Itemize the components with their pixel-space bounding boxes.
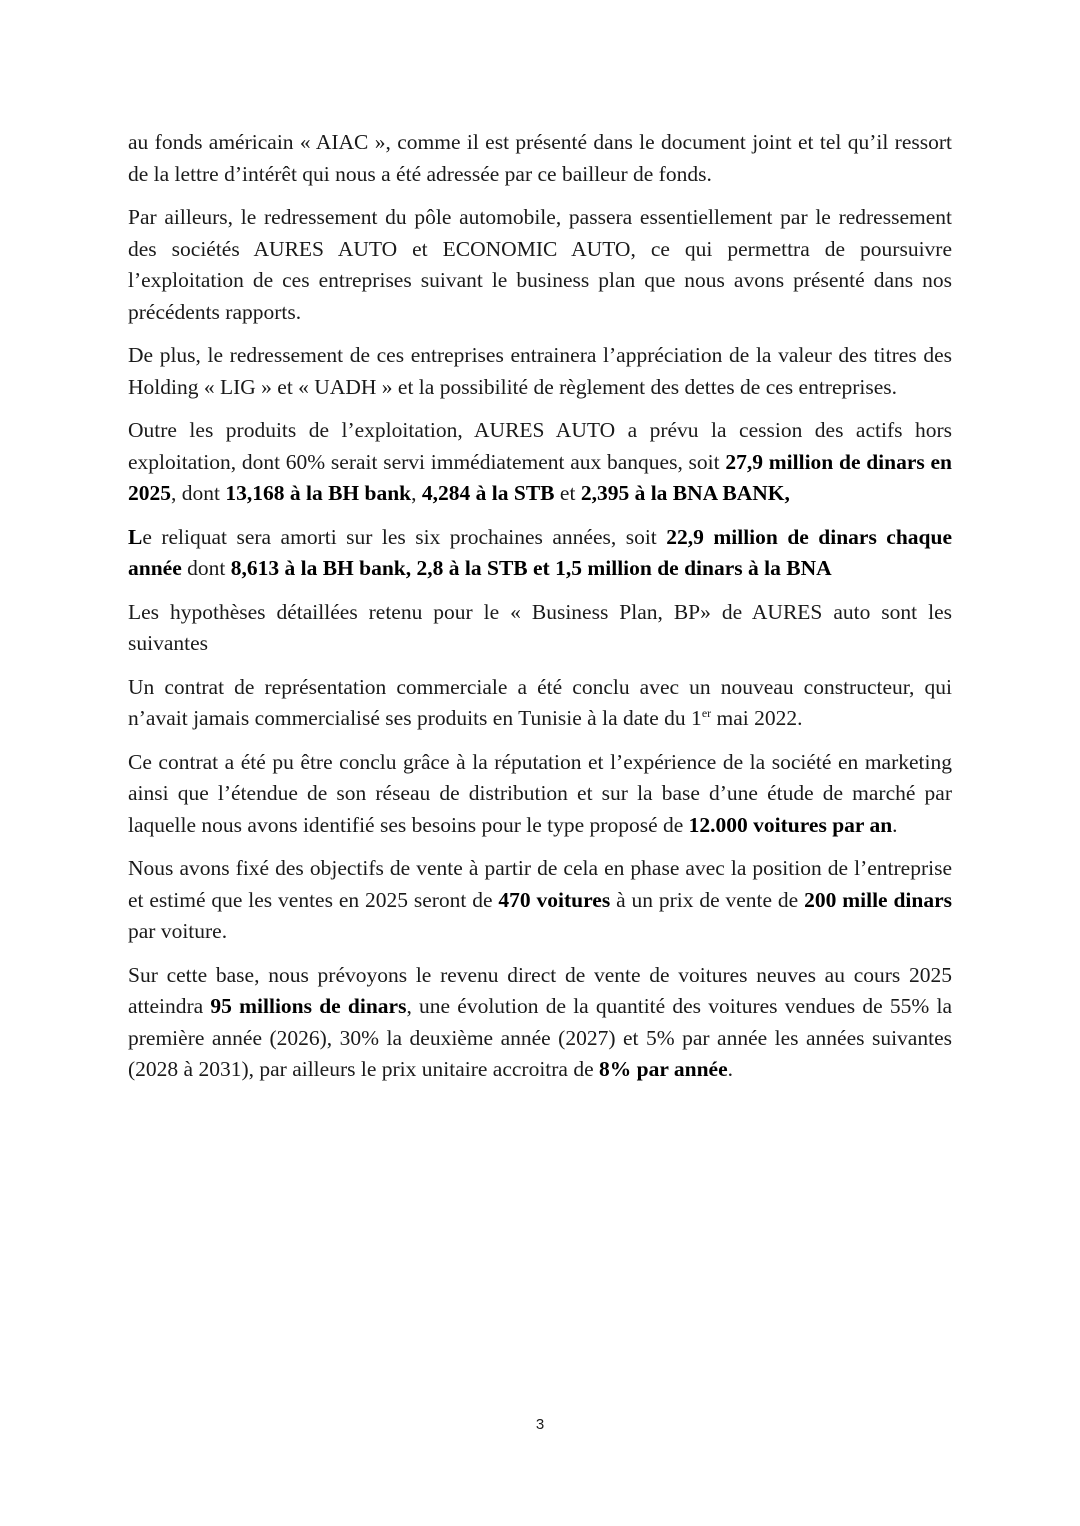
document-body xyxy=(128,127,952,1098)
text-run: Nous avons fixé des objectifs de vente à partir de cela en phase avec la position de l’entreprise et estimé que les ventes en 2025 seront de xyxy=(128,856,952,912)
text-run: Les hypothèses détaillées retenu pour le « Business Plan, BP» de AURES auto sont les suivantes xyxy=(128,599,952,655)
bold-text: 13,168 à la BH bank xyxy=(225,481,412,505)
text-run: mai 2022. xyxy=(711,706,803,730)
text-run: Outre les produits de l’exploitation, AURES AUTO a prévu la cession des actifs hors exploitation, dont 60% serait servi immédiatement aux banques, soit xyxy=(128,418,952,474)
text-run: à un prix de vente de xyxy=(610,887,805,912)
paragraph xyxy=(128,127,952,190)
text-run: au fonds américain « AIAC », comme il est présenté dans le document joint et tel qu’il ressort de la lettre d’intérêt qui nous a été adressée par ce bailleur de fonds. xyxy=(128,130,952,186)
paragraph xyxy=(128,340,952,403)
text-run: Ce contrat a été pu être conclu grâce à la réputation et l’expérience de la société en marketing ainsi que l’étendue de son réseau de distribution et sur la base d’une étude de marché par laquelle nous avons identifié ses besoins pour le type proposé de xyxy=(128,749,952,837)
paragraph xyxy=(128,960,952,1086)
text-run: , xyxy=(411,481,422,505)
text-run: dont xyxy=(181,556,231,580)
paragraph xyxy=(128,522,952,585)
bold-text: 200 mille dinars xyxy=(804,887,952,912)
paragraph xyxy=(128,415,952,510)
bold-text: 470 voitures xyxy=(498,887,611,912)
text-run: . xyxy=(727,1057,734,1081)
bold-text: 8% par année xyxy=(599,1057,728,1081)
paragraph xyxy=(128,672,952,735)
text-run: Sur cette base, nous prévoyons le revenu direct de vente de voitures neuves au cours 2025 atteindra xyxy=(128,962,952,1018)
paragraph xyxy=(128,853,952,948)
superscript-text: er xyxy=(701,705,712,720)
bold-text: 2,395 à la BNA BANK, xyxy=(580,481,790,505)
bold-text: 12.000 voitures par an xyxy=(688,812,893,837)
text-run: Par ailleurs, le redressement du pôle automobile, passera essentiellement par le redressement des sociétés AURES AUTO et ECONOMIC AUTO, ce qui permettra de poursuivre l’exploitation de ces entreprises suivant le business plan que nous avons présenté dans nos précédents rapports. xyxy=(128,205,952,324)
bold-text: 4,284 à la STB xyxy=(421,481,555,505)
text-run: , une évolution de la quantité des voitures vendues de 55% la première année (2026), 30% la deuxième année (2027) et 5% par année les années suivantes (2028 à 2031), par ailleurs le prix unitaire accroitra de xyxy=(128,994,952,1081)
text-run: , dont xyxy=(171,481,226,505)
text-run: Un contrat de représentation commerciale a été conclu avec un nouveau constructeur, qui n’avait jamais commercialisé ses produits en Tunisie à la date du 1 xyxy=(128,674,952,730)
paragraph xyxy=(128,202,952,328)
text-run: . xyxy=(892,812,898,837)
bold-text: 27,9 million de dinars en 2025 xyxy=(128,449,953,505)
text-run: De plus, le redressement de ces entreprises entrainera l’appréciation de la valeur des titres des Holding « LIG » et « UADH » et la possibilité de règlement des dettes de ces entreprises. xyxy=(128,343,952,399)
text-run: par voiture. xyxy=(128,919,228,943)
bold-text: L xyxy=(128,524,143,549)
text-run: et xyxy=(554,481,581,505)
page-number: 3 xyxy=(535,1416,545,1433)
bold-text: 95 millions de dinars xyxy=(210,994,407,1018)
paragraph xyxy=(128,597,952,660)
paragraph xyxy=(128,747,952,842)
bold-text: 8,613 à la BH bank, 2,8 à la STB et 1,5 million de dinars à la BNA xyxy=(230,556,832,580)
text-run: e reliquat sera amorti sur les six prochaines années, soit xyxy=(142,524,667,549)
bold-text: 22,9 million de dinars chaque année xyxy=(128,524,952,580)
